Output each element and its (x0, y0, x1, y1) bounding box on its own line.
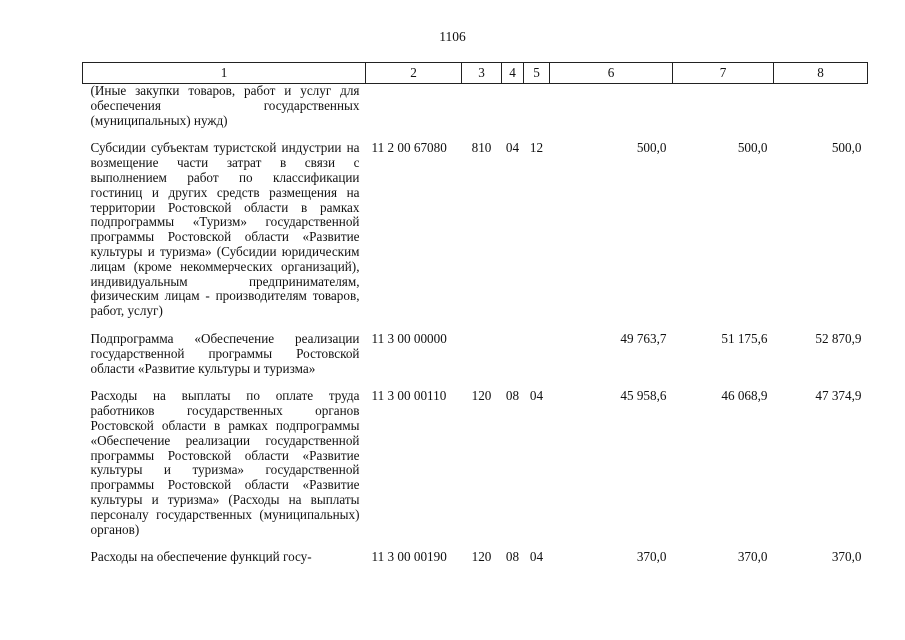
row-description: Подпрограмма «Обеспечение реализации государственной программы Ростовской области «Развитие культуры и туризма» (90, 330, 360, 376)
column-header-8: 8 (774, 63, 868, 84)
row-col3: 120 (471, 388, 492, 404)
row-code: 11 3 00 00190 (371, 549, 447, 565)
row-col4: 08 (505, 388, 520, 404)
header-row (83, 63, 868, 84)
column-header-6: 6 (550, 63, 673, 84)
row-value-6: 500,0 (636, 140, 667, 156)
row-col5: 12 (529, 140, 544, 156)
row-col3: 120 (471, 549, 492, 565)
row-col4 (502, 84, 524, 142)
row-code (366, 84, 462, 142)
column-header-3: 3 (462, 63, 502, 84)
row-col5: 04 (529, 388, 544, 404)
table-row (83, 141, 868, 332)
row-value-8 (774, 84, 868, 142)
row-col3 (462, 84, 502, 142)
row-value-7: 370,0 (737, 549, 768, 565)
table-row (83, 332, 868, 389)
row-value-7: 46 068,9 (721, 388, 768, 404)
table-row (83, 84, 868, 142)
column-header-7: 7 (673, 63, 774, 84)
row-value-8: 500,0 (831, 140, 862, 156)
row-code: 11 3 00 00000 (371, 330, 447, 346)
row-value-6 (550, 84, 673, 142)
row-col3: 810 (471, 140, 492, 156)
row-value-6: 49 763,7 (620, 330, 667, 346)
table-row (83, 389, 868, 550)
row-value-8: 47 374,9 (815, 388, 862, 404)
row-col4: 08 (505, 549, 520, 565)
row-col4: 04 (505, 140, 520, 156)
row-description: Расходы на обеспечение функций госу- (90, 549, 312, 565)
column-header-2: 2 (366, 63, 462, 84)
column-header-5: 5 (524, 63, 550, 84)
row-col5 (524, 332, 550, 389)
row-code: 11 2 00 67080 (371, 140, 447, 156)
column-header-4: 4 (502, 63, 524, 84)
table-row (83, 550, 868, 565)
row-value-8: 52 870,9 (815, 330, 862, 346)
row-value-7: 500,0 (737, 140, 768, 156)
row-code: 11 3 00 00110 (371, 388, 447, 404)
row-col5: 04 (529, 549, 544, 565)
row-value-7 (673, 84, 774, 142)
column-header-1: 1 (83, 63, 366, 84)
row-value-7: 51 175,6 (721, 330, 768, 346)
row-col4 (502, 332, 524, 389)
page-number: 1106 (439, 29, 466, 44)
row-value-8: 370,0 (831, 549, 862, 565)
row-value-6: 45 958,6 (620, 388, 667, 404)
row-value-6: 370,0 (636, 549, 667, 565)
row-col3 (462, 332, 502, 389)
row-description: (Иные закупки товаров, работ и услуг для обеспечения государственных (муниципальных) нужд) (90, 83, 360, 128)
row-col5 (524, 84, 550, 142)
row-description: Расходы на выплаты по оплате труда работников государственных органов Ростовской области в рамках подпрограммы «Обеспечение реализации государственной программы Ростовской области «Развитие культуры и туризма» государственной программы Ростовской области «Развитие культуры и туризма» (Расходы на выплаты персоналу государственных (муниципальных) органов) (90, 388, 360, 537)
row-description: Субсидии субъектам туристской индустрии на возмещение части затрат в связи с выполнением работ по классификации гостиниц и других средств размещения на территории Ростовской области в рамках подпрограммы «Туризм» государственной программы Ростовской области «Развитие культуры и туризма» (Субсидии юридическим лицам (кроме некоммерческих организаций), индивидуальным предпринимателям, физическим лицам - производителям товаров, работ, услуг) (90, 140, 360, 319)
budget-table (82, 62, 868, 565)
